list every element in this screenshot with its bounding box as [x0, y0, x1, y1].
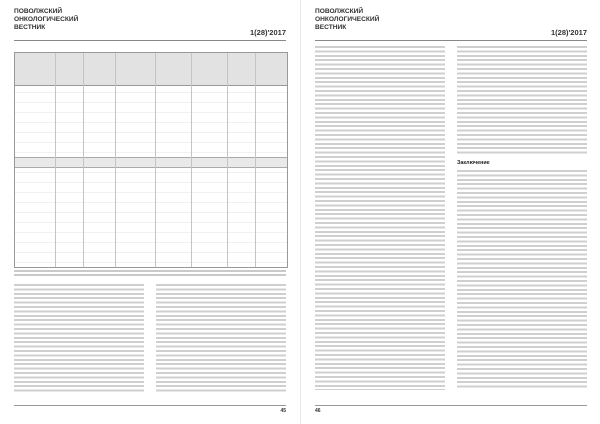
- table-note: [14, 270, 286, 278]
- right-page: [300, 0, 600, 424]
- left-header: [14, 8, 286, 41]
- right-header: [315, 8, 587, 41]
- right-footer: [315, 405, 587, 416]
- right-text-column-2b: [457, 170, 587, 390]
- left-text-column-2: [156, 284, 286, 394]
- left-page-number: 45: [280, 408, 286, 414]
- right-page-number: 46: [315, 408, 321, 414]
- issue-number: 1(28)'2017: [250, 28, 286, 37]
- right-text-column: [315, 46, 445, 390]
- issue-number: 1(28)'2017: [551, 28, 587, 37]
- journal-title: ПОВОЛЖСКИЙ ОНКОЛОГИЧЕСКИЙ ВЕСТНИК: [315, 8, 380, 31]
- left-text-column: [14, 284, 144, 394]
- left-footer: [14, 405, 286, 416]
- data-table: [14, 52, 288, 268]
- right-text-column-2a: [457, 46, 587, 154]
- journal-title: ПОВОЛЖСКИЙ ОНКОЛОГИЧЕСКИЙ ВЕСТНИК: [14, 8, 79, 31]
- section-heading: Заключение: [457, 160, 490, 166]
